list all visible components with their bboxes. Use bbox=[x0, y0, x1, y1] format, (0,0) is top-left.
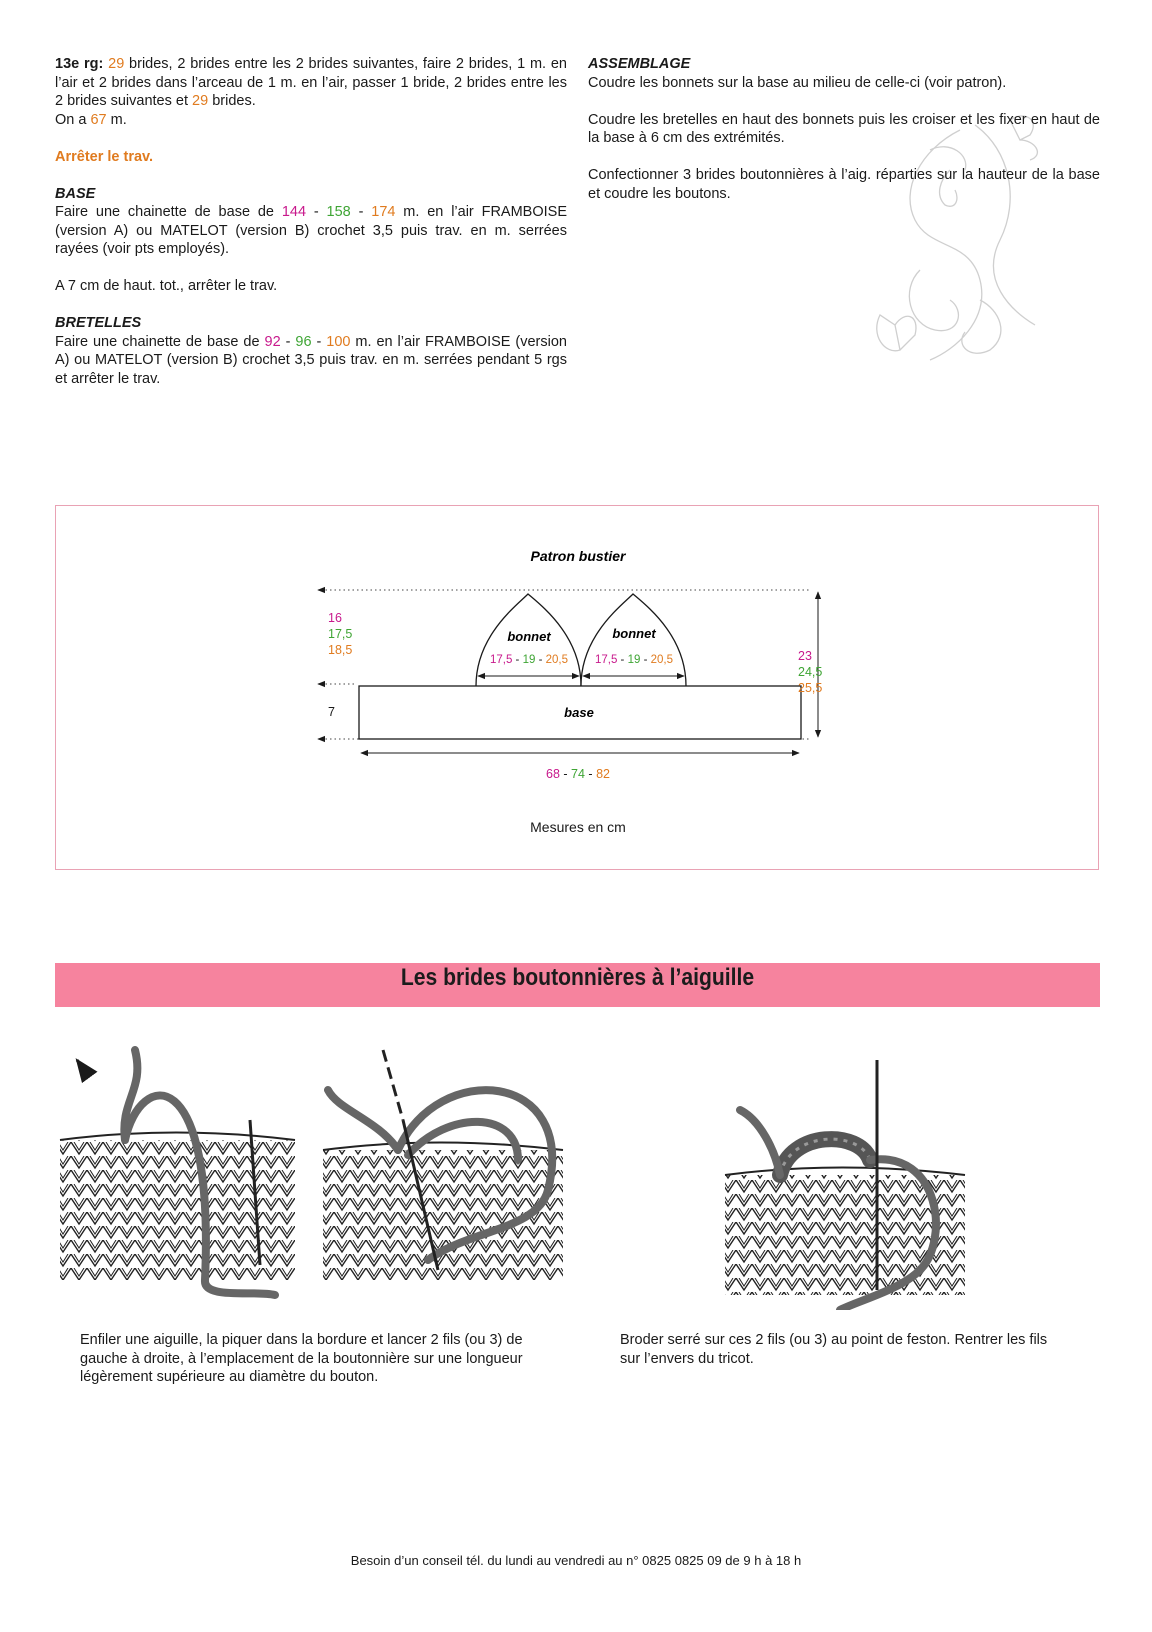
size-2-value: 96 bbox=[295, 333, 312, 350]
assembly-heading: ASSEMBLAGE bbox=[588, 56, 691, 72]
section-title: Les brides boutonnières à l’aiguille bbox=[400, 964, 755, 991]
cup-label-left: bonnet bbox=[507, 629, 551, 644]
cup-height-size-2: 17,5 bbox=[328, 627, 353, 641]
stop-work-note: Arrêter le trav. bbox=[55, 148, 154, 165]
step-2-caption: Broder serré sur ces 2 fils (ou 3) au point de feston. Rentrer les fils sur l’envers du tricot. bbox=[620, 1332, 1048, 1367]
instructions-right-column bbox=[588, 55, 1100, 203]
assembly-step-1: Coudre les bonnets sur la base au milieu de celle-ci (voir patron). bbox=[588, 74, 1007, 91]
stitch-count: 29 bbox=[108, 56, 125, 72]
cup-width-left: 17,5 - 19 - 20,5 bbox=[489, 654, 569, 666]
row-13-paragraph bbox=[55, 55, 567, 111]
assembly-step-3: Confectionner 3 brides boutonnières à l’aig. réparties sur la hauteur de la base et coudre les boutons. bbox=[588, 167, 1100, 202]
base-height-note: A 7 cm de haut. tot., arrêter le trav. bbox=[55, 278, 278, 294]
section-banner bbox=[55, 963, 1100, 1007]
units-note: Mesures en cm bbox=[530, 819, 626, 835]
base-text-end: m. en l’air FRAMBOISE (version A) ou MATELOT (version B) crochet 3,5 puis trav. en m. serrées rayées (voir pts employés). bbox=[55, 204, 568, 257]
straps-heading: BRETELLES bbox=[55, 315, 142, 331]
row-13-text: brides, 2 brides entre les 2 brides suivantes, faire 2 brides, 1 m. en l’air et 2 brides dans l’arceau de 1 m. en l’air, passer 1 bride, 2 brides entre les 2 brides suivantes et bbox=[55, 56, 567, 109]
base-heading: BASE bbox=[55, 185, 96, 202]
step-1-caption: Enfiler une aiguille, la piquer dans la bordure et lancer 2 fils (ou 3) de gauche à droite, à l’emplacement de la boutonnière sur une longueur légèrement supérieure au diamètre du bouton. bbox=[80, 1332, 523, 1385]
stitch-total-pre: On a bbox=[55, 111, 91, 128]
cup-width-right: 17,5 - 19 - 20,5 bbox=[594, 654, 674, 666]
pattern-title: Patron bustier bbox=[530, 548, 626, 564]
base-height-label: 7 bbox=[328, 705, 335, 719]
total-height-size-1: 23 bbox=[798, 649, 812, 663]
stitch-total-post: m. bbox=[106, 111, 127, 128]
pattern-diagram-frame bbox=[55, 505, 1099, 870]
size-1-value: 144 bbox=[281, 204, 307, 220]
base-label: base bbox=[564, 705, 594, 720]
illustration-step-1 bbox=[55, 1030, 300, 1310]
footer-help-line: Besoin d’un conseil tél. du lundi au vendredi au n° 0825 0825 09 de 9 h à 18 h bbox=[350, 1553, 802, 1568]
straps-text: Faire une chainette de base de bbox=[55, 333, 265, 350]
row-13-end: brides. bbox=[208, 93, 256, 109]
stitch-count: 29 bbox=[192, 93, 209, 109]
stitch-total bbox=[55, 111, 567, 130]
separator: - bbox=[280, 333, 296, 350]
base-paragraph bbox=[55, 203, 567, 259]
pattern-diagram bbox=[56, 506, 1100, 871]
total-height-size-3: 25,5 bbox=[798, 681, 823, 695]
size-3-value: 174 bbox=[371, 204, 396, 220]
straps-paragraph bbox=[55, 333, 567, 389]
cup-height-size-3: 18,5 bbox=[328, 643, 353, 657]
size-1-value: 92 bbox=[264, 333, 281, 350]
illustration-step-2 bbox=[318, 1030, 568, 1310]
cup-height-size-1: 16 bbox=[328, 611, 342, 625]
stitch-total-value: 67 bbox=[90, 111, 107, 128]
separator: - bbox=[306, 204, 327, 220]
separator: - bbox=[311, 333, 327, 350]
straps-text-end: m. en l’air FRAMBOISE (version A) ou MATELOT (version B) crochet 3,5 puis trav. en m. serrées pendant 5 rgs et arrêter le trav. bbox=[55, 333, 567, 387]
assembly-step-2: Coudre les bretelles en haut des bonnets puis les croiser et les fixer en haut de la base à 6 cm des extrémités. bbox=[588, 111, 1100, 146]
size-2-value: 158 bbox=[326, 204, 351, 220]
instructions-left-column bbox=[55, 55, 567, 388]
row-13-label: 13e rg: bbox=[55, 56, 104, 72]
separator: - bbox=[350, 204, 372, 220]
base-width-label: 68 - 74 - 82 bbox=[546, 767, 610, 781]
base-text: Faire une chainette de base de bbox=[55, 204, 282, 220]
total-height-size-2: 24,5 bbox=[798, 665, 823, 679]
illustration-step-3 bbox=[720, 1040, 970, 1310]
size-3-value: 100 bbox=[326, 333, 351, 350]
cup-label-right: bonnet bbox=[612, 626, 656, 641]
